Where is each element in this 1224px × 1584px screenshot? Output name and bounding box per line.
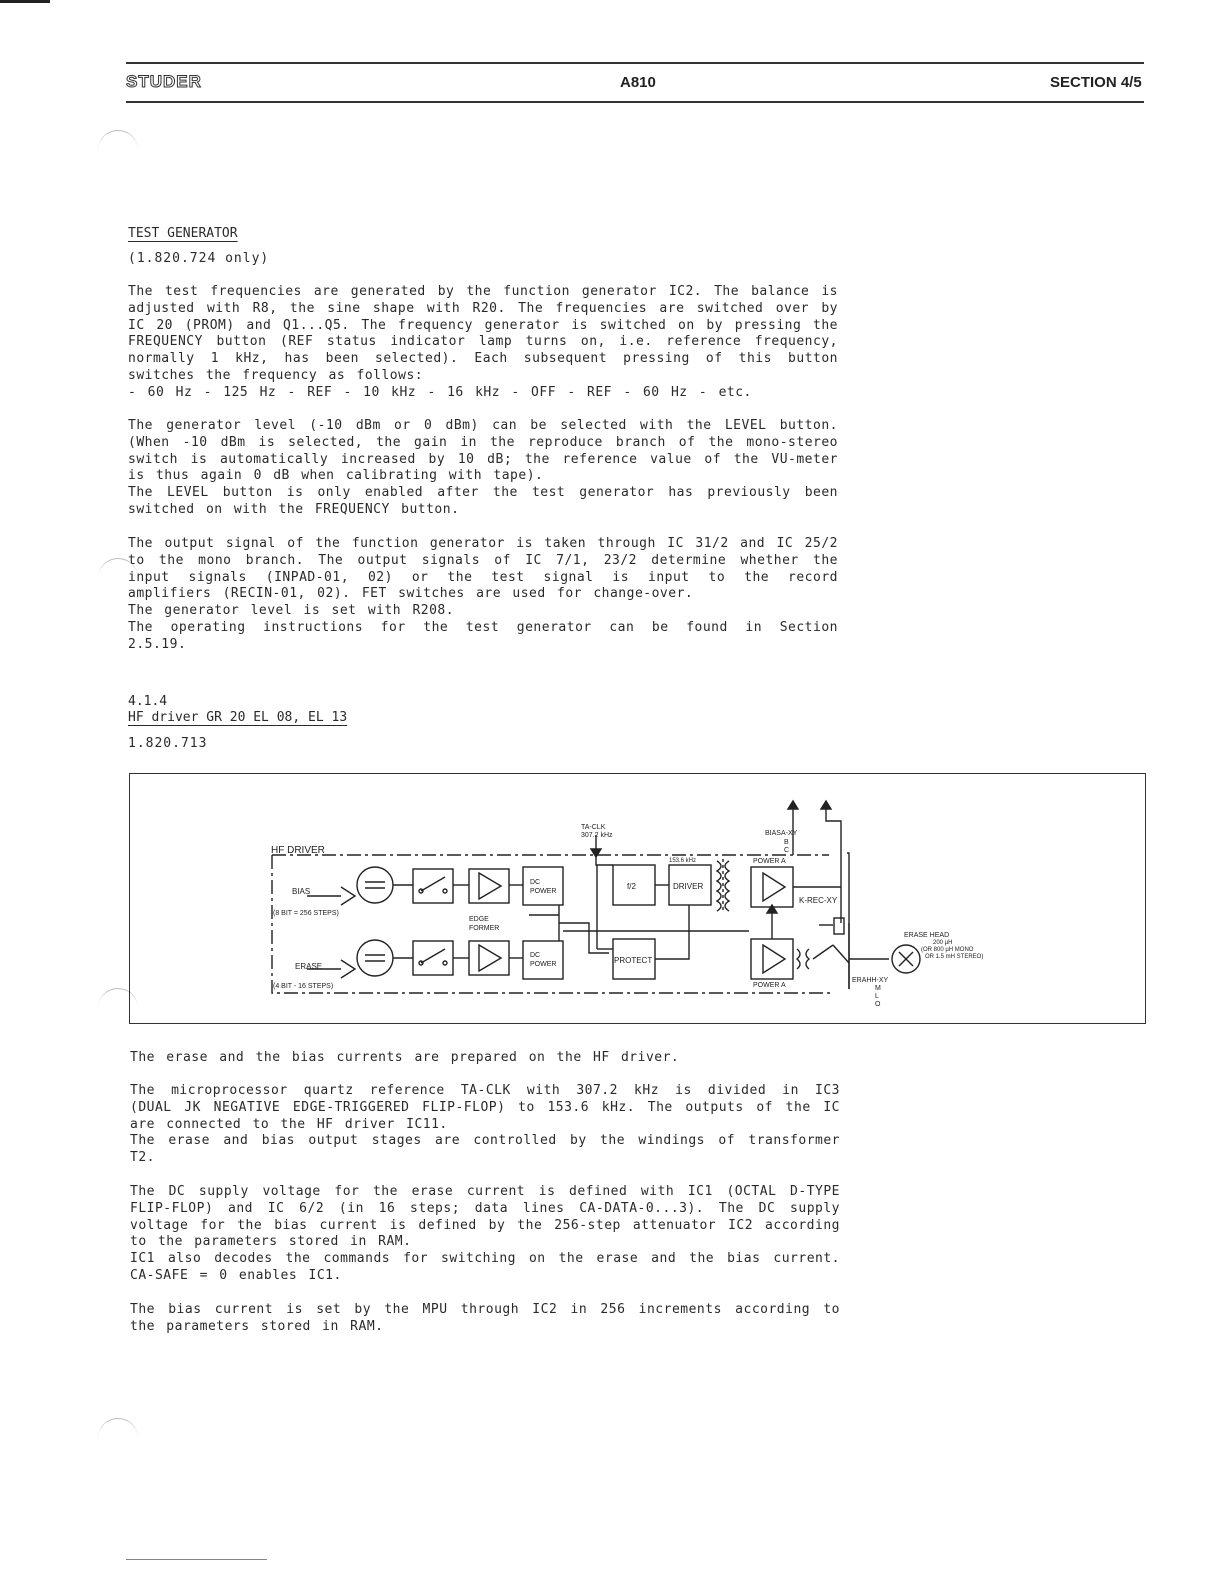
- diagram-label-ta-clk-freq: 307.2 kHz: [581, 832, 613, 839]
- diagram-label-c: C: [784, 847, 790, 854]
- diagram-label-k-rec-xy: K-REC-XY: [799, 896, 838, 905]
- diagram-label-153-khz: 153.6 kHz: [669, 858, 697, 864]
- diagram-label-erase-head-l1: 200 µH: [933, 940, 953, 946]
- test-generator-title: TEST GENERATOR: [128, 226, 238, 241]
- diagram-label-power-a-bottom: POWER A: [753, 982, 786, 989]
- diagram-label-edge: EDGE: [469, 916, 489, 923]
- hf-driver-paragraph: The bias current is set by the MPU through IC2 in 256 increments according to the parameters stored in RAM.: [130, 1302, 840, 1334]
- diagram-label-erase-steps: (4 BIT - 16 STEPS): [273, 983, 334, 990]
- header-bottom-rule: [126, 101, 1144, 103]
- test-generator-subtitle: (1.820.724 only): [128, 251, 270, 266]
- footer-rule: [126, 1559, 267, 1560]
- corner-mark: [0, 0, 50, 3]
- hf-driver-paragraph: The microprocessor quartz reference TA-CLK with 307.2 kHz is divided in IC3 (DUAL JK NEGATIVE EDGE-TRIGGERED FLIP-FLOP) to 153.6 kHz. The outputs of the IC are connected to the HF driver IC11. The erase and bias output stages are controlled by the windings of transformer T2.: [130, 1083, 840, 1166]
- diagram-label-protect: PROTECT: [614, 956, 653, 965]
- diagram-label-ta-clk: TA-CLK: [581, 824, 606, 831]
- hf-driver-title: HF driver GR 20 EL 08, EL 13: [128, 710, 348, 725]
- diagram-label-power-bottom: POWER: [530, 961, 557, 968]
- diagram-label-l: L: [875, 993, 879, 1000]
- hf-driver-schematic: [129, 773, 1146, 1024]
- diagram-label-erase-head: ERASE HEAD: [904, 932, 950, 939]
- header-top-rule: [126, 62, 1144, 64]
- punch-hole-mark: [98, 130, 138, 153]
- diagram-label-driver: DRIVER: [673, 882, 704, 891]
- diagram-label-bias: BIAS: [292, 887, 311, 896]
- diagram-label-b: B: [784, 839, 789, 846]
- diagram-label-power-a-top: POWER A: [753, 858, 786, 865]
- diagram-label-m: M: [875, 985, 881, 992]
- diagram-label-biasa-xy: BIASA-XY: [765, 830, 798, 837]
- section-number: SECTION 4/5: [1050, 74, 1142, 91]
- diagram-label-bias-steps: (8 BIT = 256 STEPS): [273, 910, 339, 917]
- punch-hole-mark: [98, 1418, 138, 1441]
- diagram-label-erase-head-l3: OR 1.5 mH STEREO): [925, 954, 984, 960]
- diagram-label-dc-top: DC: [530, 879, 541, 886]
- diagram-label-erase-head-l2: (OR 800 µH MONO: [921, 947, 974, 953]
- diagram-label-erahh-xy: ERAHH-XY: [852, 977, 889, 984]
- diagram-label-hf-driver: HF DRIVER: [271, 845, 325, 856]
- diagram-label-div2: f/2: [627, 882, 636, 891]
- hf-driver-part-number: 1.820.713: [128, 736, 208, 751]
- diagram-label-former: FORMER: [469, 925, 500, 932]
- hf-driver-paragraph: The erase and the bias currents are prepared on the HF driver.: [130, 1050, 680, 1065]
- hf-driver-paragraph: The DC supply voltage for the erase current is defined with IC1 (OCTAL D-TYPE FLIP-FLOP) and IC 6/2 (in 16 steps; data lines CA-DATA-0...3). The DC supply voltage for the bias current is defined by the 256-step attenuator IC2 according to the parameters stored in RAM. IC1 also decodes the commands for switching on the erase and the bias current. CA-SAFE = 0 enables IC1.: [130, 1184, 840, 1283]
- test-generator-paragraph: The output signal of the function generator is taken through IC 31/2 and IC 25/2 to the mono branch. The output signals of IC 7/1, 23/2 determine whether the input signals (INPAD-01, 02) or the test signal is input to the record amplifiers (RECIN-01, 02). FET switches are used for change-over. The generator level is set with R208. The operating instructions for the test generator can be found in Section 2.5.19.: [128, 536, 838, 652]
- diagram-label-o: O: [875, 1001, 881, 1008]
- diagram-label-dc-bottom: DC: [530, 952, 541, 959]
- studer-logo: STUDER: [126, 72, 202, 91]
- diagram-label-power-top: POWER: [530, 888, 557, 895]
- section-number-4-1-4: 4.1.4: [128, 694, 168, 709]
- test-generator-paragraph: The test frequencies are generated by the function generator IC2. The balance is adjusted with R8, the sine shape with R20. The frequencies are switched over by IC 20 (PROM) and Q1...Q5. The frequency generator is switched on by pressing the FREQUENCY button (REF status indicator lamp turns on, i.e. reference frequency, normally 1 kHz, has been selected). Each subsequent pressing of this button switches the frequency as follows: - 60 Hz - 125 Hz - REF - 10 kHz - 16 kHz - OFF - REF - 60 Hz - etc.: [128, 284, 838, 400]
- test-generator-paragraph: The generator level (-10 dBm or 0 dBm) can be selected with the LEVEL button. (When -10 dBm is selected, the gain in the reproduce branch of the mono-stereo switch is automatically increased by 10 dB; the reference value of the VU-meter is thus again 0 dB when calibrating with tape). The LEVEL button is only enabled after the test generator has previously been switched on with the FREQUENCY button.: [128, 418, 838, 517]
- model-number: A810: [620, 74, 656, 91]
- diagram-label-erase: ERASE: [295, 962, 323, 971]
